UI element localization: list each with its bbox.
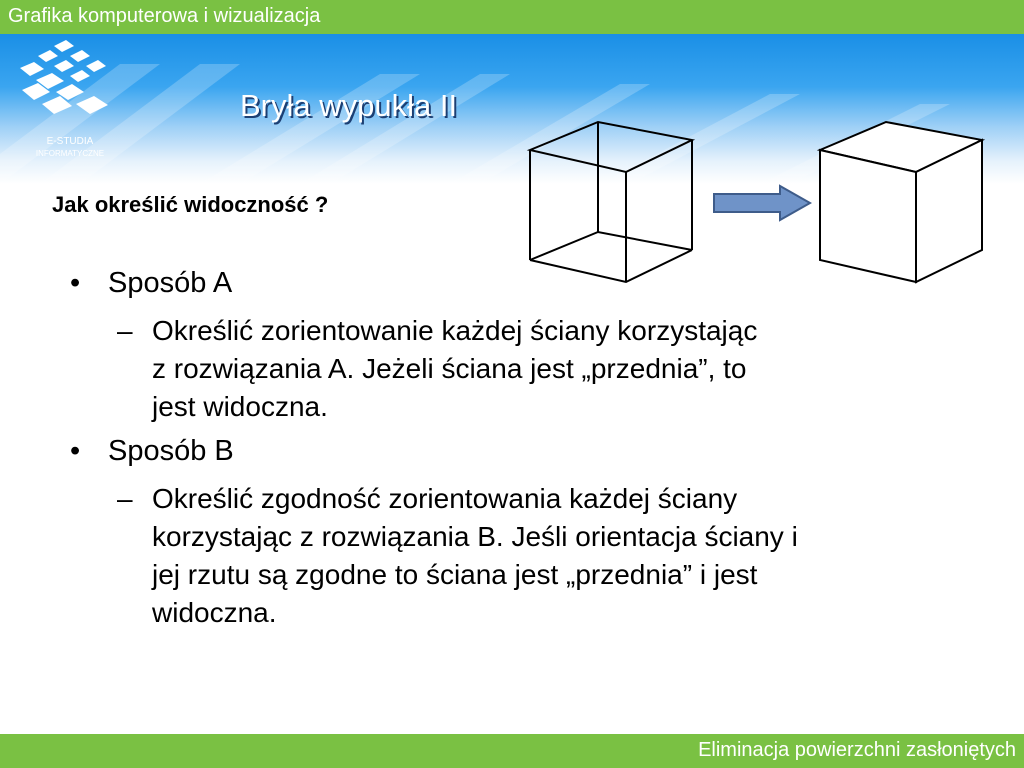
item-label: Sposób B [108, 435, 234, 467]
sub-line: widoczna. [152, 597, 277, 628]
wireframe-cube [530, 122, 692, 282]
sub-line: z rozwiązania A. Jeżeli ściana jest „przednia”, to [152, 353, 747, 384]
sub-line: Określić zorientowanie każdej ściany korzystając [152, 315, 758, 346]
cube-illustration [520, 110, 1020, 300]
sub-line: jej rzutu są zgodne to ściana jest „przednia” i jest [152, 559, 758, 590]
item-label: Sposób A [108, 267, 233, 299]
question-heading: Jak określić widoczność ? [52, 192, 329, 217]
sub-line: Określić zgodność zorientowania każdej ściany [152, 483, 738, 514]
dash: – [117, 483, 133, 514]
sub-item-text [152, 312, 952, 426]
course-title: Grafika komputerowa i wizualizacja [8, 5, 321, 27]
logo-line2: INFORMATYCZNE [35, 149, 105, 158]
sub-line: korzystając z rozwiązania B. Jeśli orientacja ściany i [152, 521, 798, 552]
sub-item-text [152, 480, 952, 632]
solid-cube [820, 122, 982, 282]
bullet: • [70, 435, 81, 467]
dash: – [117, 315, 133, 346]
logo-line1: E-STUDIA [46, 136, 94, 147]
arrow-icon [714, 186, 810, 220]
bottom-bar [0, 734, 1024, 768]
bullet: • [70, 267, 81, 299]
top-bar [0, 0, 1024, 34]
slide-title: Bryła wypukła II [240, 88, 458, 123]
footer-topic: Eliminacja powierzchni zasłoniętych [698, 739, 1016, 761]
sub-line: jest widoczna. [152, 391, 328, 422]
e-studia-logo [14, 38, 126, 162]
